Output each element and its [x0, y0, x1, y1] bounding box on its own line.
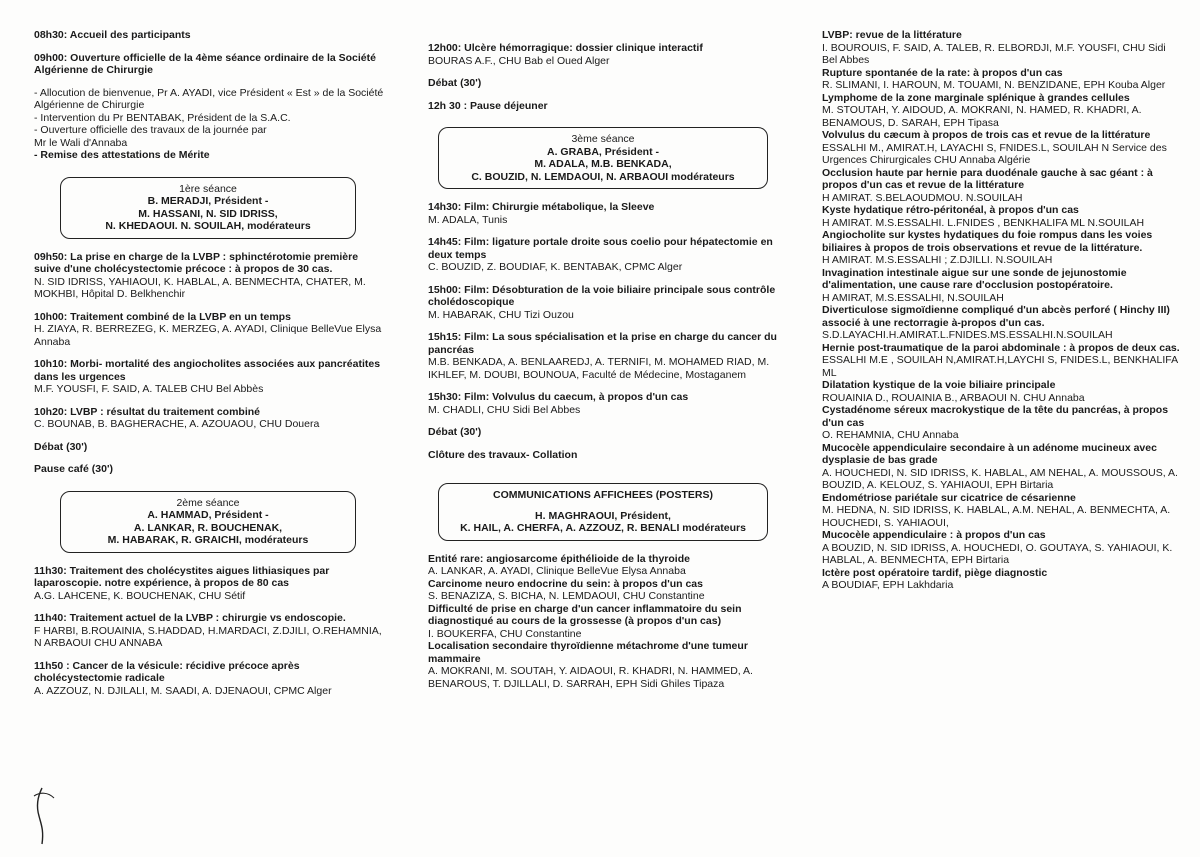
program-item-title: 12h00: Ulcère hémorragique: dossier clinique interactif — [428, 42, 703, 54]
intro-line: 08h30: Accueil des participants — [34, 29, 191, 41]
program-item-authors: C. BOUZID, Z. BOUDIAF, K. BENTABAK, CPMC Alger — [428, 261, 683, 273]
poster-item — [822, 379, 1182, 404]
poster-authors: I. BOUROUIS, F. SAID, A. TALEB, R. ELBORDJI, M.F. YOUSFI, CHU Sidi Bel Abbes — [822, 41, 1166, 66]
poster-item — [428, 603, 778, 641]
program-item-title: 10h20: LVBP : résultat du traitement combiné — [34, 405, 260, 418]
opening-line: - Allocution de bienvenue, Pr A. AYADI, vice Président « Est » de la Société Algérienne de Chirurgie — [34, 86, 384, 111]
program-item-authors: M.F. YOUSFI, F. SAID, A. TALEB CHU Bel Abbès — [34, 383, 264, 395]
program-item-authors: BOURAS A.F., CHU Bab el Oued Alger — [428, 54, 610, 67]
program-item-title: 14h45: Film: ligature portale droite sous coelio pour hépatectomie en deux temps — [428, 236, 773, 261]
session-2-heading: 2ème séance — [176, 496, 240, 509]
poster-item — [822, 304, 1182, 342]
program-item — [428, 391, 778, 416]
session-3-films — [428, 201, 778, 416]
poster-item — [428, 640, 778, 690]
poster-item — [428, 553, 778, 578]
session-1-moderators-a: M. HASSANI, N. SID IDRISS, — [138, 207, 278, 220]
poster-title: Angiocholite sur kystes hydatiques du foie rompus dans les voies biliaires à propos de trois observations et revue de la littérature. — [822, 229, 1153, 254]
poster-authors: H AMIRAT. M.S.ESSALHI. L.FNIDES , BENKHALIFA ML N.SOUILAH — [822, 216, 1145, 229]
posters-box — [438, 483, 768, 541]
session-3-heading: 3ème séance — [571, 133, 635, 145]
poster-authors: S.D.LAYACHI.H.AMIRAT.L.FNIDES.MS.ESSALHI.N.SOUILAH — [822, 329, 1113, 341]
lunch-break-label: 12h 30 : Pause déjeuner — [428, 99, 548, 112]
posters-chair: H. MAGHRAOUI, Président, — [535, 509, 671, 522]
intro-block — [34, 29, 384, 77]
program-item-authors: N. SID IDRISS, YAHIAOUI, K. HABLAL, A. BENMECHTA, CHATER, M. MOKHBI, Hôpital D. Belkhenchir — [34, 275, 366, 300]
program-item — [428, 236, 778, 274]
poster-title: Ictère post opératoire tardif, piège diagnostic — [822, 566, 1048, 579]
poster-authors: A BOUDIAF, EPH Lakhdaria — [822, 579, 954, 591]
program-item-title: 15h00: Film: Désobturation de la voie biliaire principale sous contrôle cholédoscopique — [428, 283, 776, 308]
poster-title: Occlusion haute par hernie para duodénale gauche à sac géant : à propos d'un cas et revue de la littérature — [822, 166, 1153, 191]
poster-title: Difficulté de prise en charge d'un cancer inflammatoire du sein diagnostiqué au cours de la grossesse (à propos d'un cas) — [428, 602, 742, 627]
poster-title: Invagination intestinale aigue sur une sonde de jejunostomie d'alimentation, une cause rare d'occlusion postopératoire. — [822, 266, 1127, 291]
poster-list-continued — [822, 29, 1182, 592]
opening-line: - Remise des attestations de Mérite — [34, 149, 210, 161]
session-1-moderators-b: N. KHEDAOUI. N. SOUILAH, modérateurs — [105, 220, 311, 232]
poster-item — [822, 567, 1182, 592]
program-item-title: 10h10: Morbi- mortalité des angiocholites associées aux pancréatites dans les urgences — [34, 358, 381, 383]
program-item-title: 11h50 : Cancer de la vésicule: récidive précoce après cholécystectomie radicale — [34, 659, 300, 684]
poster-item — [822, 167, 1182, 205]
coffee-break-label: Pause café (30') — [34, 463, 113, 475]
debate-label-2: Débat (30') — [428, 426, 482, 438]
poster-authors: A BOUZID, N. SID IDRISS, A. HOUCHEDI, O. GOUTAYA, S. YAHIAOUI, K. HABLAL, A. BENMECHTA, EPH Birtaria — [822, 541, 1173, 566]
opening-ceremony-list — [34, 87, 384, 162]
poster-title: Entité rare: angiosarcome épithélioide de la thyroide — [428, 552, 690, 565]
poster-item — [822, 67, 1182, 92]
program-column-1 — [34, 0, 384, 857]
poster-title: Volvulus du cæcum à propos de trois cas et revue de la littérature — [822, 129, 1151, 141]
session-1-talks — [34, 251, 384, 431]
program-item-title: 10h00: Traitement combiné de la LVBP en un temps — [34, 310, 291, 323]
session-1-box — [60, 177, 356, 239]
poster-item — [822, 267, 1182, 305]
debate-label: Débat (30') — [428, 77, 482, 89]
program-item-title: 11h30: Traitement des cholécystites aigues lithiasiques par laparoscopie. notre expérience, à propos de 80 cas — [34, 564, 330, 589]
poster-item — [822, 342, 1182, 380]
program-item — [34, 565, 384, 603]
poster-authors: M. HEDNA, N. SID IDRISS, K. HABLAL, A.M. NEHAL, A. BENMECHTA, A. HOUCHEDI, S. YAHIAOUI, — [822, 504, 1171, 529]
poster-title: Mucocèle appendiculaire secondaire à un adénome mucineux avec dysplasie de bas grade — [822, 441, 1157, 466]
program-item-authors: F HARBI, B.ROUAINIA, S.HADDAD, H.MARDACI, Z.DJILI, O.REHAMNIA, N ARBAOUI CHU ANNABA — [34, 624, 382, 649]
poster-authors: R. SLIMANI, I. HAROUN, M. TOUAMI, N. BENZIDANE, EPH Kouba Alger — [822, 79, 1166, 91]
poster-item — [822, 229, 1182, 267]
program-column-2 — [428, 0, 778, 857]
pen-mark — [30, 786, 60, 846]
poster-title: Carcinome neuro endocrine du sein: à propos d'un cas — [428, 577, 703, 590]
posters-heading: COMMUNICATIONS AFFICHEES (POSTERS) — [493, 489, 713, 501]
poster-title: Cystadénome séreux macrokystique de la tête du pancréas, à propos d'un cas — [822, 404, 1169, 429]
poster-title: Localisation secondaire thyroïdienne métachrome d'une tumeur mammaire — [428, 640, 748, 665]
program-item — [34, 311, 384, 349]
poster-authors: A. LANKAR, A. AYADI, Clinique BelleVue Elysa Annaba — [428, 565, 686, 577]
poster-item — [822, 404, 1182, 442]
poster-item — [822, 204, 1182, 229]
poster-authors: O. REHAMNIA, CHU Annaba — [822, 429, 959, 441]
program-item — [34, 660, 384, 698]
poster-title: Hernie post-traumatique de la paroi abdominale : à propos de deux cas. — [822, 341, 1180, 354]
session-2-moderators-a: A. LANKAR, R. BOUCHENAK, — [133, 521, 283, 534]
intro-line: 09h00: Ouverture officielle de la 4ème séance ordinaire de la Société Algérienne de Chirurgie — [34, 51, 376, 76]
poster-item — [822, 92, 1182, 130]
closing-label: Clôture des travaux- Collation — [428, 448, 578, 461]
program-item-authors: C. BOUNAB, B. BAGHERACHE, A. AZOUAOU, CHU Douera — [34, 418, 320, 430]
poster-title: Kyste hydatique rétro-péritonéal, à propos d'un cas — [822, 204, 1079, 216]
posters-moderators: K. HAIL, A. CHERFA, A. AZZOUZ, R. BENALI modérateurs — [460, 522, 746, 534]
program-item-authors: M. HABARAK, CHU Tizi Ouzou — [428, 308, 574, 321]
poster-item — [822, 29, 1182, 67]
program-item — [428, 284, 778, 322]
poster-title: LVBP: revue de la littérature — [822, 29, 962, 41]
poster-authors: M. STOUTAH, Y. AIDOUD, A. MOKRANI, N. HAMED, R. KHADRI, A. BENAMOUS, D. SARAH, EPH Tipasa — [822, 104, 1142, 129]
poster-authors: H AMIRAT. S.BELAOUDMOU. N.SOUILAH — [822, 191, 1023, 204]
poster-item — [428, 578, 778, 603]
program-item-authors: H. ZIAYA, R. BERREZEG, K. MERZEG, A. AYADI, Clinique BelleVue Elysa Annaba — [34, 323, 382, 348]
poster-authors: ESSALHI M.E , SOUILAH N,AMIRAT.H,LAYCHI S, FNIDES.L, BENKHALIFA ML — [822, 354, 1178, 379]
program-item — [428, 201, 778, 226]
session-3-moderators-b: C. BOUZID, N. LEMDAOUI, N. ARBAOUI modérateurs — [471, 170, 735, 183]
poster-authors: ROUAINIA D., ROUAINIA B., ARBAOUI N. CHU Annaba — [822, 391, 1085, 404]
poster-item — [822, 129, 1182, 167]
session-3-box — [438, 127, 768, 189]
program-item-authors: M. CHADLI, CHU Sidi Bel Abbes — [428, 403, 581, 416]
session-2-talks — [34, 565, 384, 698]
program-column-3 — [822, 0, 1182, 857]
session-2-chair: A. HAMMAD, Président - — [147, 509, 269, 521]
session-1-heading: 1ère séance — [179, 182, 237, 195]
session-1-chair: B. MERADJI, Président - — [147, 195, 269, 207]
poster-authors: S. BENAZIZA, S. BICHA, N. LEMDAOUI, CHU Constantine — [428, 590, 705, 602]
program-item — [428, 42, 778, 67]
poster-authors: I. BOUKERFA, CHU Constantine — [428, 627, 582, 640]
program-item — [34, 406, 384, 431]
program-item-title: 15h30: Film: Volvulus du caecum, à propos d'un cas — [428, 391, 689, 403]
opening-line: - Ouverture officielle des travaux de la journée par — [34, 124, 267, 136]
program-item — [428, 331, 778, 381]
session-2-box — [60, 491, 356, 553]
poster-item — [822, 529, 1182, 567]
opening-line: - Intervention du Pr BENTABAK, Président de la S.A.C. — [34, 111, 291, 124]
program-item-title: 11h40: Traitement actuel de la LVBP : chirurgie vs endoscopie. — [34, 612, 346, 624]
poster-title: Rupture spontanée de la rate: à propos d'un cas — [822, 66, 1063, 79]
program-item — [34, 612, 384, 650]
program-item-authors: A.G. LAHCENE, K. BOUCHENAK, CHU Sétif — [34, 589, 246, 602]
poster-title: Dilatation kystique de la voie biliaire principale — [822, 379, 1056, 391]
opening-line: Mr le Wali d'Annaba — [34, 136, 128, 149]
session-2-talks-continued — [428, 42, 778, 67]
program-item-title: 14h30: Film: Chirurgie métabolique, la Sleeve — [428, 201, 655, 213]
poster-item — [822, 492, 1182, 530]
poster-title: Diverticulose sigmoïdienne compliqué d'un abcès perforé ( Hinchy III) associé à une rectorragie à-propos d'un cas. — [822, 304, 1170, 329]
program-item-title: 15h15: Film: La sous spécialisation et la prise en charge du cancer du pancréas — [428, 331, 777, 356]
program-item-authors: A. AZZOUZ, N. DJILALI, M. SAADI, A. DJENAOUI, CPMC Alger — [34, 684, 332, 697]
program-item-authors: M.B. BENKADA, A. BENLAAREDJ, A. TERNIFI, M. MOHAMED RIAD, M. IKHLEF, M. DOUBI, BOUNOUA, Faculté de Médecine, Mostaganem — [428, 356, 770, 381]
session-2-moderators-b: M. HABARAK, R. GRAICHI, modérateurs — [107, 534, 309, 546]
session-3-moderators-a: M. ADALA, M.B. BENKADA, — [534, 158, 672, 170]
poster-authors: H AMIRAT, M.S.ESSALHI, N.SOUILAH — [822, 291, 1004, 304]
poster-title: Mucocèle appendiculaire : à propos d'un cas — [822, 529, 1046, 541]
poster-authors: A. MOKRANI, M. SOUTAH, Y. AIDAOUI, R. KHADRI, N. HAMMED, A. BENAROUS, T. DJILLALI, D. SARRAH, EPH Sidi Ghiles Tipaza — [428, 665, 753, 690]
poster-authors: ESSALHI M., AMIRAT.H, LAYACHI S, FNIDES.L, SOUILAH N Service des Urgences Chirurgicales CHU Annaba Algérie — [822, 141, 1167, 166]
poster-authors: H AMIRAT. M.S.ESSALHI ; Z.DJILLI. N.SOUILAH — [822, 254, 1053, 266]
program-item-title: 09h50: La prise en charge de la LVBP : sphinctérotomie première suive d'une cholécystectomie précoce : à propos de 30 cas. — [34, 250, 359, 275]
program-item — [34, 358, 384, 396]
poster-list — [428, 553, 778, 691]
session-3-chair: A. GRABA, Président - — [546, 145, 659, 158]
poster-title: Lymphome de la zone marginale splénique à grandes cellules — [822, 91, 1130, 104]
program-item — [34, 251, 384, 301]
debate-label: Débat (30') — [34, 440, 88, 453]
poster-title: Endométriose pariétale sur cicatrice de césarienne — [822, 491, 1076, 504]
poster-authors: A. HOUCHEDI, N. SID IDRISS, K. HABLAL, AM NEHAL, A. MOUSSOUS, A. BOUZID, A. KELOUZ, S. YAHIAOUI, EPH Birtaria — [822, 466, 1178, 491]
program-item-authors: M. ADALA, Tunis — [428, 213, 508, 226]
poster-item — [822, 442, 1182, 492]
